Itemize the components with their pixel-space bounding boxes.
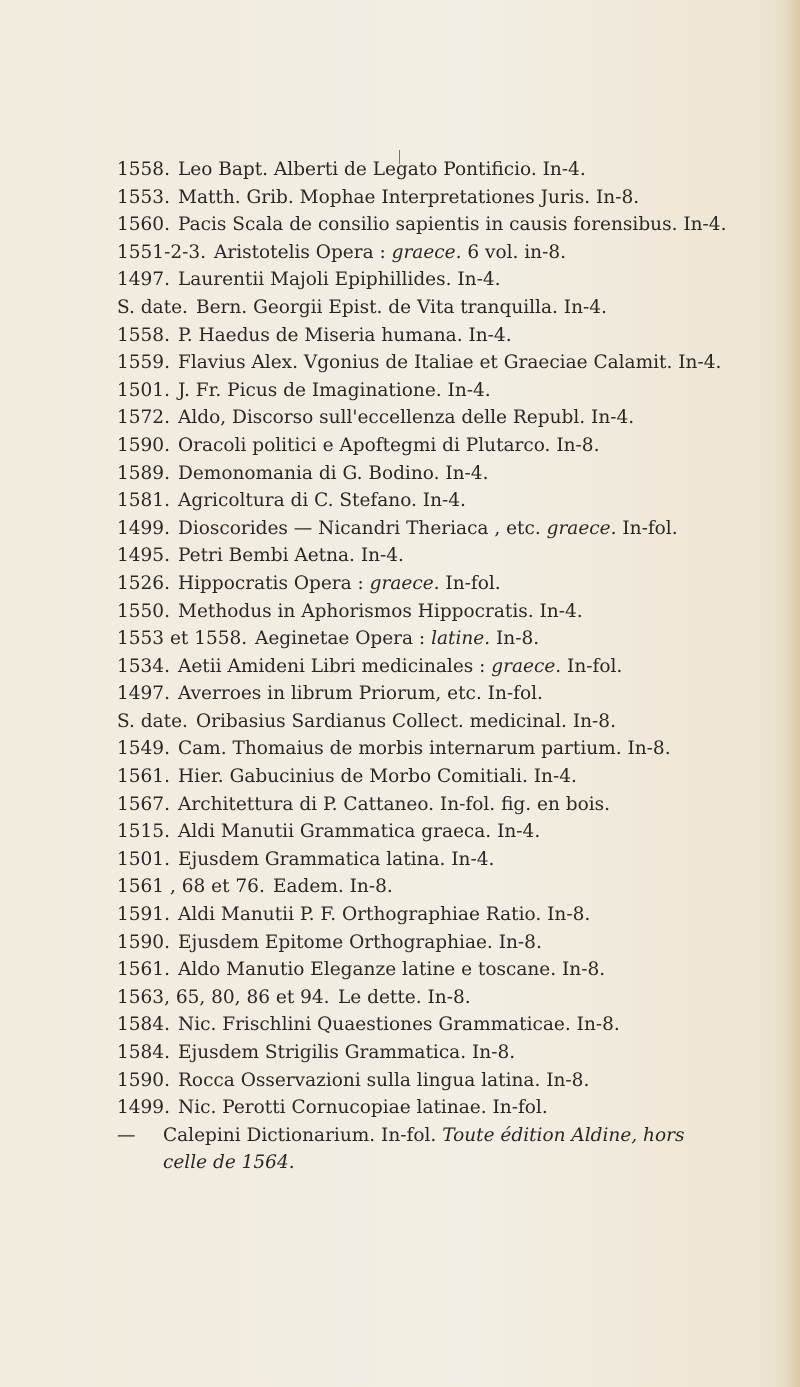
entry-title (178, 1039, 515, 1067)
entry-title (273, 873, 393, 901)
entry-text: Aldi Manutii P. F. Orthographiae Ratio. In-8. (178, 904, 591, 926)
catalogue-entry (0, 432, 800, 460)
entry-year: 1584. (117, 1042, 170, 1063)
catalogue-entry (0, 294, 800, 322)
entry-title (338, 984, 471, 1012)
entry-title (178, 956, 605, 984)
entry-text: Bern. Georgii Epist. de Vita tranquilla. In-4. (196, 296, 607, 318)
entry-title (178, 735, 671, 763)
entry-year: 1567. (117, 793, 170, 815)
entry-text: Nic. Perotti Cornucopiae latinae. In-fol. (178, 1097, 548, 1119)
entry-format: 6 vol. in-8. (461, 241, 567, 263)
entry-year: S. date. (117, 296, 188, 318)
entry-year: 1561. (117, 959, 170, 981)
entry-italic: graece. (491, 655, 562, 677)
entry-title (178, 653, 622, 681)
catalogue-entries (0, 156, 800, 1177)
entry-year: 1549. (117, 738, 170, 760)
entry-year: 1553. (117, 186, 170, 208)
entry-text: Averroes in librum Priorum, etc. In-fol. (178, 683, 543, 705)
entry-year: S. date. (117, 710, 188, 732)
entry-text: Eadem. In-8. (273, 876, 393, 898)
entry-text: Agricoltura di C. Stefano. In-4. (178, 490, 466, 512)
entry-text: Rocca Osservazioni sulla lingua latina. In-8. (178, 1069, 590, 1091)
catalogue-entry (0, 349, 800, 377)
catalogue-entry (0, 735, 800, 763)
entry-year: 1590. (117, 1069, 170, 1091)
entry-italic: graece. (369, 572, 440, 594)
entry-title (178, 1011, 620, 1039)
entry-year: 1559. (117, 352, 170, 374)
catalogue-entry (0, 542, 800, 570)
catalogue-entry (0, 846, 800, 874)
catalogue-entry (0, 211, 800, 239)
entry-text: Cam. Thomaius de morbis internarum partium. In-8. (178, 738, 671, 760)
catalogue-entry (0, 184, 800, 212)
catalogue-entry (0, 653, 800, 681)
entry-title (255, 625, 539, 653)
entry-text: Calepini Dictionarium. In-fol. (163, 1124, 443, 1146)
entry-text: Architettura di P. Cattaneo. In-fol. fig. en bois. (178, 793, 611, 815)
entry-title (178, 680, 543, 708)
entry-year: 1563, 65, 80, 86 et 94. (117, 986, 330, 1008)
entry-title (178, 1094, 548, 1122)
entry-text: Aldi Manutii Grammatica graeca. In-4. (178, 821, 541, 843)
entry-year: 1551-2-3. (117, 241, 207, 263)
entry-italic: Toute édition Aldine, hors (442, 1124, 685, 1146)
entry-year: 1590. (117, 931, 170, 953)
continuation-text: celle de 1564. (163, 1152, 295, 1174)
entry-title (178, 818, 540, 846)
entry-text: Methodus in Aphorismos Hippocratis. In-4. (178, 600, 583, 622)
entry-title (178, 322, 512, 350)
entry-year: 1558. (117, 324, 170, 346)
entry-year: 1515. (117, 821, 170, 843)
entry-year: 1591. (117, 904, 170, 926)
entry-text: Flavius Alex. Vgonius de Italiae et Graeciae Calamit. In-4. (178, 352, 722, 374)
entry-text: Matth. Grib. Mophae Interpretationes Juris. In-8. (178, 186, 640, 208)
catalogue-entry (0, 929, 800, 957)
entry-title (178, 460, 488, 488)
entry-title (178, 404, 634, 432)
entry-year: 1501. (117, 848, 170, 870)
entry-title (178, 349, 721, 377)
entry-title (178, 377, 491, 405)
entry-title (178, 542, 404, 570)
catalogue-entry (0, 598, 800, 626)
entry-year: 1550. (117, 600, 170, 622)
entry-year: 1553 et 1558. (117, 628, 248, 650)
entry-title (214, 239, 566, 267)
catalogue-entry (0, 763, 800, 791)
entry-title (178, 846, 494, 874)
entry-text: Le dette. In-8. (338, 986, 471, 1008)
entry-title (163, 1122, 684, 1150)
entry-italic: graece. (391, 241, 462, 263)
entry-text: Pacis Scala de consilio sapientis in causis forensibus. In-4. (178, 214, 727, 236)
entry-title (196, 708, 616, 736)
entry-italic: graece. (546, 517, 617, 539)
entry-text: Ejusdem Grammatica latina. In-4. (178, 848, 495, 870)
entry-text: Oribasius Sardianus Collect. medicinal. In-8. (196, 710, 616, 732)
entry-continuation (0, 1149, 800, 1177)
entry-title (178, 156, 586, 184)
entry-text: Aetii Amideni Libri medicinales : (178, 655, 492, 677)
entry-format: In-fol. (561, 655, 623, 677)
entry-text: P. Haedus de Miseria humana. In-4. (178, 324, 512, 346)
entry-year: 1558. (117, 159, 170, 180)
entry-year: 1501. (117, 379, 170, 401)
entry-year: 1589. (117, 462, 170, 484)
entry-year: 1584. (117, 1014, 170, 1036)
entry-title (178, 901, 590, 929)
entry-title (178, 570, 501, 598)
entry-text: Aldo, Discorso sull'eccellenza delle Republ. In-4. (178, 407, 635, 429)
entry-text: Petri Bembi Aetna. In-4. (178, 545, 404, 567)
entry-italic: latine. (431, 628, 491, 650)
entry-title (178, 1067, 589, 1095)
entry-format: In-fol. (439, 572, 501, 594)
entry-text: Hier. Gabucinius de Morbo Comitiali. In-4. (178, 766, 577, 788)
entry-year: 1495. (117, 545, 170, 567)
entry-year: 1581. (117, 490, 170, 512)
entry-text: Laurentii Majoli Epiphillides. In-4. (178, 269, 501, 291)
entry-title (178, 763, 577, 791)
entry-title (178, 487, 466, 515)
entry-title (178, 791, 610, 819)
catalogue-entry (0, 322, 800, 350)
catalogue-entry (0, 818, 800, 846)
catalogue-entry (0, 487, 800, 515)
entry-year: 1561. (117, 766, 170, 788)
entry-title (178, 598, 583, 626)
entry-text: J. Fr. Picus de Imaginatione. In-4. (178, 379, 491, 401)
catalogue-entry (0, 239, 800, 267)
entry-year: 1572. (117, 407, 170, 429)
catalogue-entry (0, 1011, 800, 1039)
catalogue-entry (0, 901, 800, 929)
catalogue-entry (0, 460, 800, 488)
entry-year: 1534. (117, 655, 170, 677)
entry-title (178, 929, 542, 957)
catalogue-entry (0, 156, 800, 184)
entry-title (178, 432, 599, 460)
catalogue-entry (0, 266, 800, 294)
entry-title (196, 294, 607, 322)
entry-text: Aristotelis Opera : (214, 241, 392, 263)
entry-year: 1499. (117, 517, 170, 539)
entry-year: 1590. (117, 434, 170, 456)
entry-year: 1497. (117, 683, 170, 705)
entry-text: Oracoli politici e Apoftegmi di Plutarco. In-8. (178, 434, 600, 456)
entry-text: Ejusdem Strigilis Grammatica. In-8. (178, 1042, 516, 1063)
catalogue-entry (0, 1094, 800, 1122)
entry-text: Dioscorides — Nicandri Theriaca , etc. (178, 517, 547, 539)
entry-year: — (117, 1124, 136, 1146)
entry-title (178, 184, 639, 212)
entry-text: Leo Bapt. Alberti de Legato Pontificio. In-4. (178, 159, 586, 180)
catalogue-entry (0, 404, 800, 432)
entry-format: In-fol. (616, 517, 678, 539)
catalogue-entry (0, 515, 800, 543)
catalogue-entry (0, 570, 800, 598)
catalogue-entry (0, 873, 800, 901)
entry-text: Aeginetae Opera : (255, 628, 432, 650)
entry-text: Nic. Frischlini Quaestiones Grammaticae. In-8. (178, 1014, 620, 1036)
entry-year: 1560. (117, 214, 170, 236)
catalogue-entry (0, 680, 800, 708)
catalogue-entry (0, 984, 800, 1012)
entry-year: 1561 , 68 et 76. (117, 876, 265, 898)
catalogue-entry (0, 708, 800, 736)
catalogue-entry (0, 956, 800, 984)
entry-format: In-8. (490, 628, 540, 650)
entry-text: Hippocratis Opera : (178, 572, 370, 594)
entry-title (178, 211, 726, 239)
entry-text: Demonomania di G. Bodino. In-4. (178, 462, 489, 484)
catalogue-entry (0, 791, 800, 819)
entry-year: 1499. (117, 1097, 170, 1119)
entry-title (178, 266, 501, 294)
entry-year: 1526. (117, 572, 170, 594)
entry-year: 1497. (117, 269, 170, 291)
catalogue-entry (0, 625, 800, 653)
catalogue-entry (0, 377, 800, 405)
entry-title (178, 515, 678, 543)
catalogue-entry (0, 1122, 800, 1150)
catalogue-entry (0, 1039, 800, 1067)
entry-text: Aldo Manutio Eleganze latine e toscane. In-8. (178, 959, 606, 981)
catalogue-entry (0, 1067, 800, 1095)
entry-text: Ejusdem Epitome Orthographiae. In-8. (178, 931, 542, 953)
